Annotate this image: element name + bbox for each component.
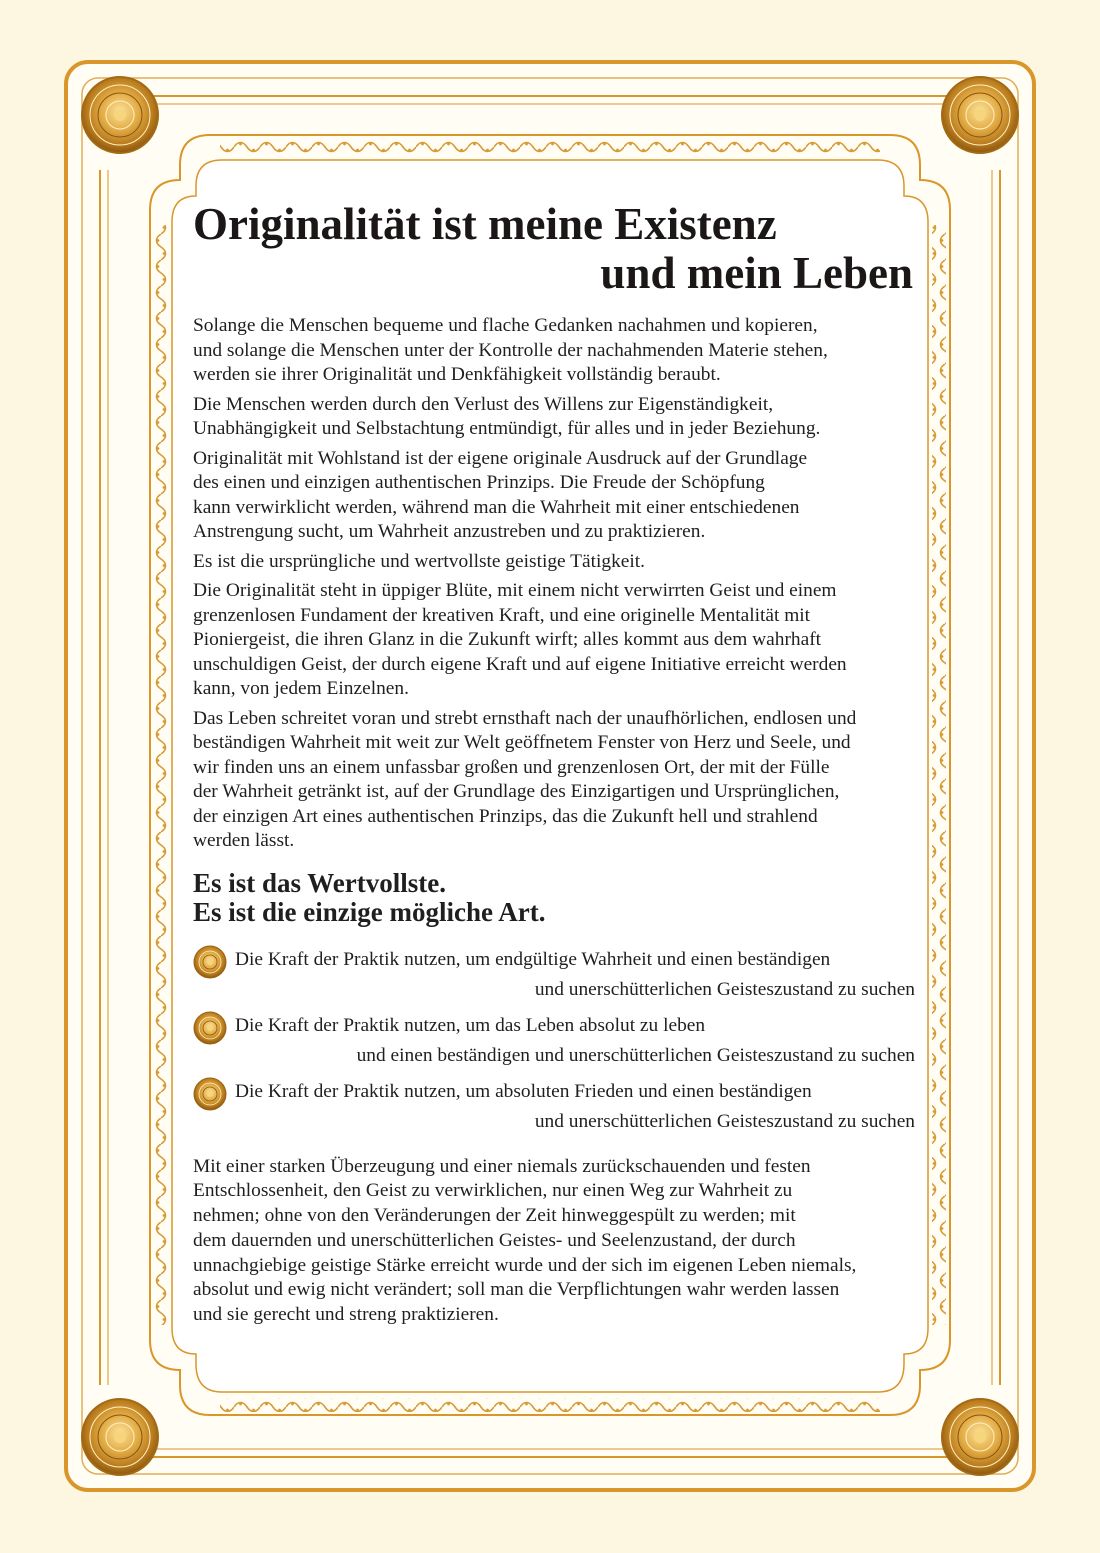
gold-medallion-icon	[942, 1399, 1018, 1475]
text-line: Pioniergeist, die ihren Glanz in die Zukunft wirft; alles kommt aus dem wahrhaft	[193, 629, 822, 650]
list-item	[193, 1077, 915, 1137]
text-line: Das Leben schreitet voran und strebt ernsthaft nach der unaufhörlichen, endlosen und	[193, 707, 857, 729]
text-line: Die Menschen werden durch den Verlust des Willens zur Eigenständigkeit,	[193, 393, 774, 415]
bullet-line-2: und einen beständigen und unerschütterlichen Geisteszustand zu suchen	[356, 1044, 915, 1066]
text-line: Solange die Menschen bequeme und flache Gedanken nachahmen und kopieren,	[193, 315, 818, 336]
text-line: beständigen Wahrheit mit weit zur Welt geöffnetem Fenster von Herz und Seele, und	[193, 732, 851, 753]
gold-coin-icon	[193, 1011, 227, 1045]
text-line: Originalität mit Wohlstand ist der eigene originale Ausdruck auf der Grundlage	[193, 447, 808, 469]
paragraph-closing	[193, 1155, 915, 1329]
paragraph-2	[193, 393, 915, 442]
bullet-line-1: Die Kraft der Praktik nutzen, um absoluten Frieden und einen beständigen	[235, 1080, 812, 1102]
title-line-1: Originalität ist meine Existenz	[193, 199, 777, 249]
text-line: werden lässt.	[193, 830, 295, 851]
text-line: des einen und einzigen authentischen Prinzips. Die Freude der Schöpfung	[193, 472, 765, 493]
title-line-2: und mein Leben	[600, 248, 913, 298]
page-title	[193, 200, 915, 298]
gold-medallion-icon	[942, 77, 1018, 153]
text-line: kann, von jedem Einzelnen.	[193, 678, 409, 699]
subheading-line-2: Es ist die einzige mögliche Art.	[193, 896, 546, 927]
gold-medallion-icon	[82, 77, 158, 153]
text-line: Entschlossenheit, den Geist zu verwirklichen, nur einen Weg zur Wahrheit zu	[193, 1180, 793, 1202]
subheading	[193, 869, 915, 927]
bullet-line-2: und unerschütterlichen Geisteszustand zu suchen	[534, 978, 915, 1000]
text-line: und sie gerecht und streng praktizieren.	[193, 1304, 499, 1326]
text-line: Mit einer starken Überzeugung und einer niemals zurückschauenden und festen	[193, 1155, 811, 1177]
text-line: unnachgiebige geistige Stärke erreicht wurde und der sich im eigenen Leben niemals,	[193, 1254, 857, 1276]
text-line: Anstrengung sucht, um Wahrheit anzustreben und zu praktizieren.	[193, 521, 706, 542]
paragraph-1	[193, 314, 915, 388]
bullet-line-2: und unerschütterlichen Geisteszustand zu suchen	[534, 1110, 915, 1132]
text-line: der Wahrheit getränkt ist, auf der Grundlage des Einzigartigen und Ursprünglichen,	[193, 781, 840, 802]
paragraph-3	[193, 447, 915, 545]
text-line: wir finden uns an einem unfassbar großen und grenzenlosen Ort, der mit der Fülle	[193, 756, 830, 778]
text-line: unschuldigen Geist, der durch eigene Kraft und auf eigene Initiative erreicht werden	[193, 653, 847, 675]
paragraph-6	[193, 707, 915, 854]
text-line: nehmen; ohne von den Veränderungen der Zeit hinweggespült zu werden; mit	[193, 1205, 796, 1227]
list-item	[193, 945, 915, 1005]
gold-medallion-icon	[82, 1399, 158, 1475]
text-line: grenzenlosen Fundament der kreativen Kraft, und eine originelle Mentalität mit	[193, 604, 811, 626]
gold-coin-icon	[193, 945, 227, 979]
bullet-line-1: Die Kraft der Praktik nutzen, um endgültige Wahrheit und einen beständigen	[235, 948, 831, 970]
closing-paragraph	[193, 1155, 915, 1329]
intro-paragraphs	[193, 314, 915, 854]
paragraph-4	[193, 550, 915, 575]
list-item	[193, 1011, 915, 1071]
gold-coin-icon	[193, 1077, 227, 1111]
text-line: und solange die Menschen unter der Kontrolle der nachahmenden Materie stehen,	[193, 339, 828, 361]
text-line: Unabhängigkeit und Selbstachtung entmündigt, für alles und in jeder Beziehung.	[193, 418, 821, 439]
text-line: Es ist die ursprüngliche und wertvollste geistige Tätigkeit.	[193, 550, 646, 572]
subheading-line-1: Es ist das Wertvollste.	[193, 867, 447, 898]
bullet-line-1: Die Kraft der Praktik nutzen, um das Leben absolut zu leben	[235, 1014, 706, 1036]
paragraph-5	[193, 579, 915, 702]
text-line: dem dauernden und unerschütterlichen Geistes- und Seelenzustand, der durch	[193, 1229, 796, 1251]
bullet-list	[193, 945, 915, 1137]
text-line: absolut und ewig nicht verändert; soll man die Verpflichtungen wahr werden lassen	[193, 1279, 840, 1301]
text-line: kann verwirklicht werden, während man die Wahrheit mit einer entschiedenen	[193, 496, 800, 518]
document-content	[193, 200, 915, 1380]
text-line: werden sie ihrer Originalität und Denkfähigkeit vollständig beraubt.	[193, 364, 721, 385]
text-line: der einzigen Art eines authentischen Prinzips, das die Zukunft hell und strahlend	[193, 805, 818, 827]
text-line: Die Originalität steht in üppiger Blüte, mit einem nicht verwirrten Geist und einem	[193, 580, 837, 601]
